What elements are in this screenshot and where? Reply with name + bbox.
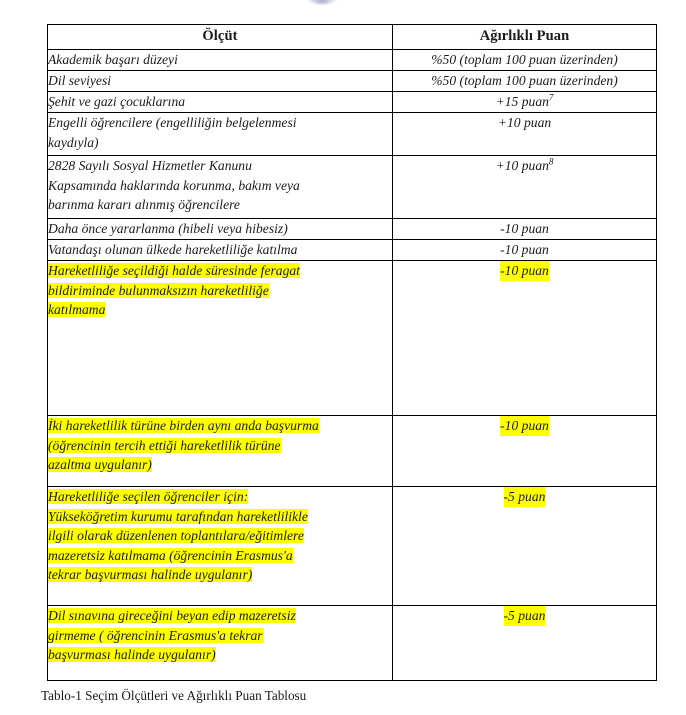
points-value: +10 puan bbox=[497, 115, 552, 130]
table-row bbox=[48, 71, 657, 92]
points-value: -10 puan bbox=[500, 261, 549, 281]
selection-criteria-table bbox=[47, 24, 657, 681]
cell-criterion bbox=[48, 71, 393, 92]
criterion-line bbox=[48, 507, 392, 527]
points-value: %50 (toplam 100 puan üzerinden) bbox=[431, 73, 618, 88]
criterion-line: Engelli öğrencilere (engelliliğin belgelenmesi bbox=[48, 115, 297, 130]
criterion-line: Daha önce yararlanma (hibeli veya hibesiz) bbox=[48, 221, 288, 236]
criterion-line bbox=[48, 436, 392, 456]
criterion-line: Dil seviyesi bbox=[48, 73, 112, 88]
highlighted-text: (öğrencinin tercih ettiği hareketlilik türüne bbox=[48, 437, 281, 453]
cell-points bbox=[393, 219, 657, 240]
cell-criterion bbox=[48, 219, 393, 240]
points-value: -10 puan bbox=[500, 242, 549, 257]
table-caption: Tablo-1 Seçim Ölçütleri ve Ağırlıklı Puan Tablosu bbox=[41, 688, 307, 703]
table-header-row bbox=[48, 25, 657, 50]
highlighted-text: katılmama bbox=[48, 302, 106, 317]
document-body bbox=[47, 24, 656, 681]
highlighted-text: bildiriminde bulunmaksızın hareketliliğe bbox=[48, 282, 269, 298]
criterion-line bbox=[48, 281, 392, 301]
cell-points bbox=[393, 240, 657, 261]
table-row bbox=[48, 156, 657, 219]
criterion-line bbox=[48, 645, 392, 665]
table-row bbox=[48, 416, 657, 487]
cell-criterion bbox=[48, 50, 393, 71]
footnote-marker: 7 bbox=[548, 92, 554, 103]
points-value: -10 puan bbox=[500, 221, 549, 236]
cell-criterion bbox=[48, 261, 393, 416]
table-row bbox=[48, 240, 657, 261]
page-logo-artifact bbox=[305, 0, 339, 4]
cell-criterion bbox=[48, 240, 393, 261]
criterion-line: kaydıyla) bbox=[48, 134, 99, 150]
criterion-line: barınma kararı alınmış öğrencilere bbox=[48, 197, 240, 212]
table-row bbox=[48, 113, 657, 156]
column-header-criterion: Ölçüt bbox=[48, 25, 393, 50]
criterion-line bbox=[48, 416, 392, 436]
criterion-line bbox=[48, 300, 392, 320]
table-row bbox=[48, 92, 657, 113]
criterion-line bbox=[48, 526, 392, 546]
highlighted-text: Dil sınavına gireceğini beyan edip mazeretsiz bbox=[48, 608, 296, 623]
cell-points bbox=[393, 156, 657, 219]
cell-points bbox=[393, 261, 657, 416]
criterion-line: Akademik başarı düzeyi bbox=[48, 52, 178, 67]
points-value: -10 puan bbox=[500, 416, 549, 436]
cell-criterion bbox=[48, 487, 393, 606]
highlighted-text: mazeretsiz katılmama (öğrencinin Erasmus'a bbox=[48, 547, 293, 563]
highlighted-text: Hareketliliğe seçilen öğrenciler için: bbox=[48, 489, 249, 504]
highlighted-text: başvurması halinde uygulanır) bbox=[48, 647, 216, 662]
highlighted-text: İki hareketlilik türüne birden aynı anda başvurma bbox=[48, 418, 319, 433]
points-value: -5 puan bbox=[504, 487, 546, 507]
criterion-line bbox=[48, 261, 392, 281]
cell-criterion bbox=[48, 113, 393, 156]
cell-criterion bbox=[48, 416, 393, 487]
table-row bbox=[48, 487, 657, 606]
footnote-marker: 8 bbox=[548, 156, 554, 167]
criterion-line: Kapsamında haklarında korunma, bakım veya bbox=[48, 177, 300, 193]
points-value: +15 puan bbox=[495, 94, 549, 109]
criterion-line bbox=[48, 546, 392, 566]
criterion-line bbox=[48, 606, 392, 626]
cell-criterion bbox=[48, 606, 393, 681]
points-value: %50 (toplam 100 puan üzerinden) bbox=[431, 52, 618, 67]
table-row bbox=[48, 261, 657, 416]
column-header-weighted-score: Ağırlıklı Puan bbox=[393, 25, 657, 50]
cell-criterion bbox=[48, 156, 393, 219]
highlighted-text: girmeme ( öğrencinin Erasmus'a tekrar bbox=[48, 627, 263, 643]
highlighted-text: Yükseköğretim kurumu tarafından hareketlilikle bbox=[48, 508, 308, 524]
highlighted-text: Hareketliliğe seçildiği halde süresinde feragat bbox=[48, 263, 300, 278]
cell-points bbox=[393, 113, 657, 156]
criterion-line: Şehit ve gazi çocuklarına bbox=[48, 94, 186, 109]
criterion-line: 2828 Sayılı Sosyal Hizmetler Kanunu bbox=[48, 158, 252, 173]
cell-criterion bbox=[48, 92, 393, 113]
table-row bbox=[48, 219, 657, 240]
cell-points bbox=[393, 487, 657, 606]
table-row bbox=[48, 50, 657, 71]
points-value: +10 puan bbox=[495, 158, 549, 173]
points-value: -5 puan bbox=[504, 606, 546, 626]
criterion-line bbox=[48, 487, 392, 507]
table-row bbox=[48, 606, 657, 681]
cell-points bbox=[393, 92, 657, 113]
highlighted-text: azaltma uygulanır) bbox=[48, 457, 152, 472]
criterion-line bbox=[48, 626, 392, 646]
cell-points bbox=[393, 416, 657, 487]
table-body bbox=[48, 50, 657, 681]
highlighted-text: ilgili olarak düzenlenen toplantılara/eğitimlere bbox=[48, 528, 304, 543]
cell-points bbox=[393, 71, 657, 92]
criterion-line bbox=[48, 455, 392, 475]
cell-points bbox=[393, 50, 657, 71]
cell-points bbox=[393, 606, 657, 681]
highlighted-text: tekrar başvurması halinde uygulanır) bbox=[48, 567, 253, 582]
criterion-line bbox=[48, 565, 392, 585]
criterion-line: Vatandaşı olunan ülkede hareketliliğe katılma bbox=[48, 242, 298, 257]
